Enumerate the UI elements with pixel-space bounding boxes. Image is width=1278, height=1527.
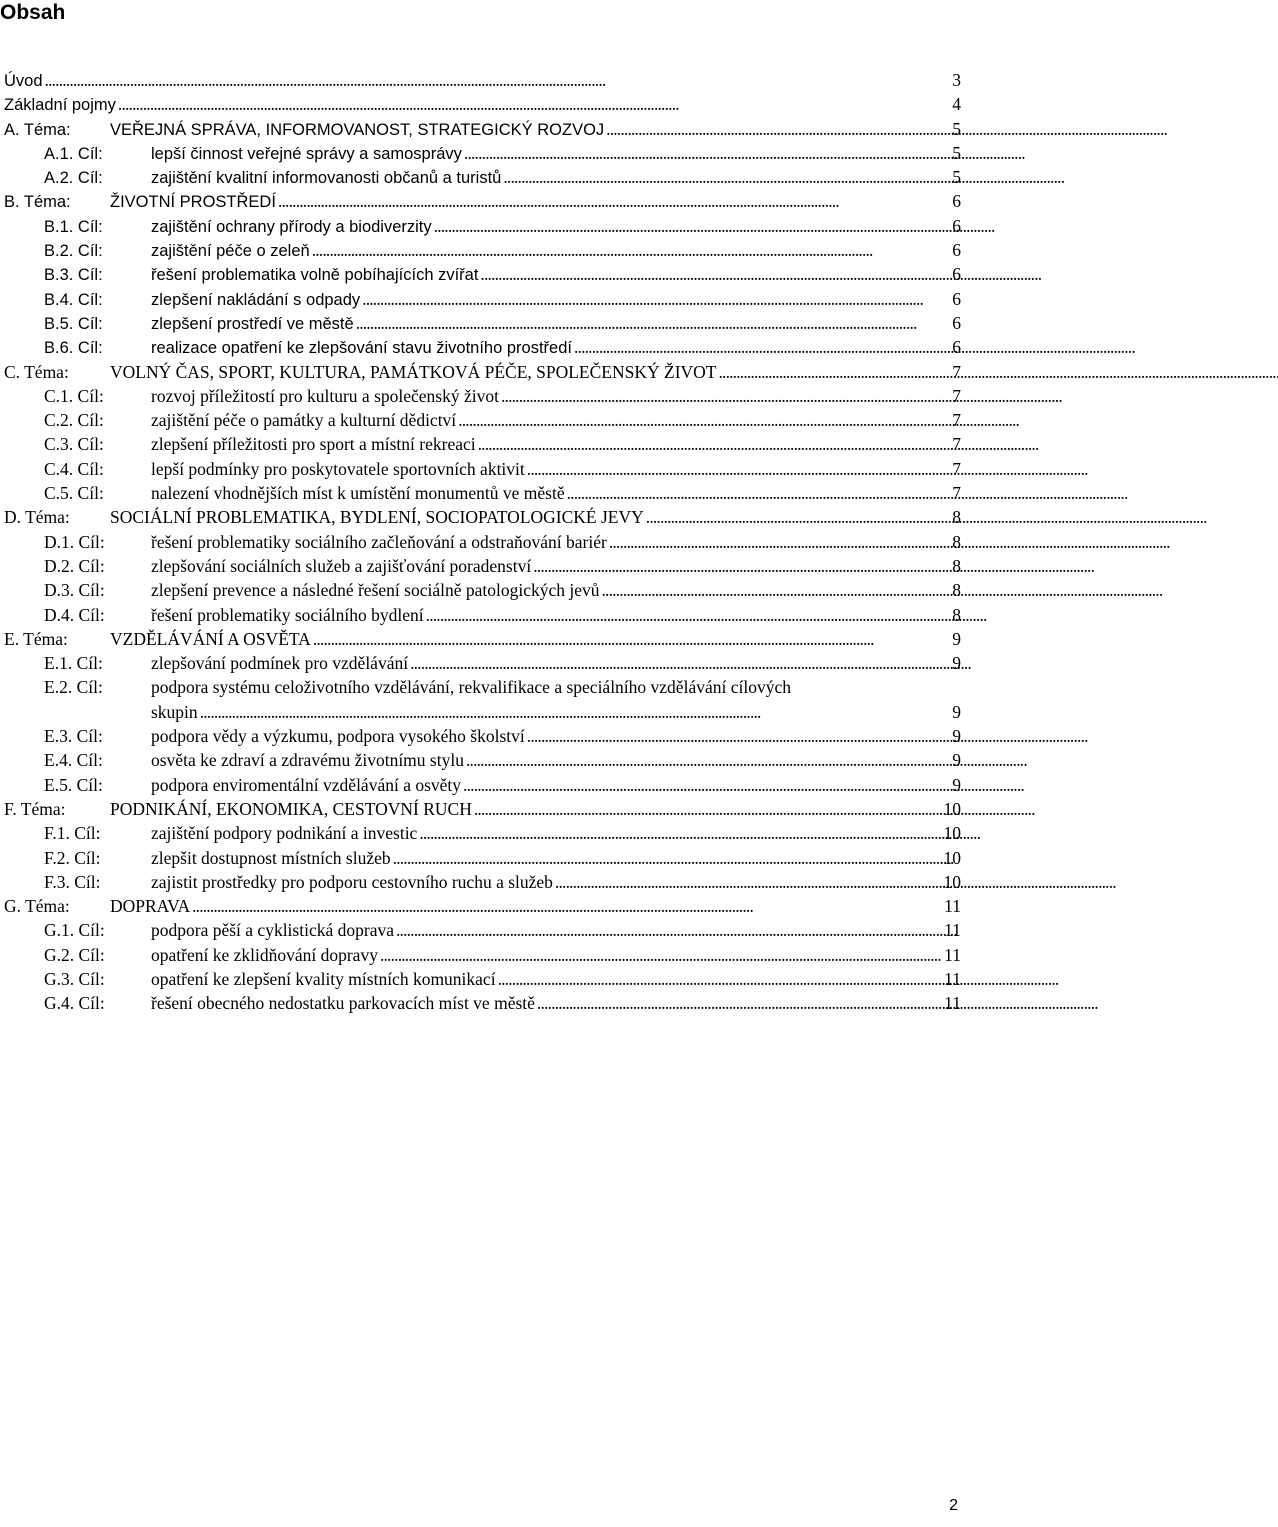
toc-entry-title: lepší podmínky pro poskytovatele sportovních aktivit <box>151 458 525 479</box>
dot-leader <box>474 797 942 821</box>
toc-entry-page: 9 <box>952 653 961 674</box>
toc-entry-title: opatření ke zlepšení kvality místních komunikací <box>151 968 496 989</box>
toc-entry-title: ŽIVOTNÍ PROSTŘEDÍ <box>110 193 276 212</box>
toc-entry-title: zajištění kvalitní informovanosti občanů a turistů <box>151 169 502 188</box>
toc-entry-page: 11 <box>944 944 961 965</box>
dot-leader <box>410 651 950 675</box>
toc-entry-title: řešení problematika volně pobíhajících zvířat <box>151 266 479 285</box>
dot-leader <box>278 189 950 213</box>
toc-entry-page: 8 <box>952 531 961 552</box>
toc-entry-label: E.3. Cíl: <box>44 726 103 747</box>
toc-entry-title: zlepšování podmínek pro vzdělávání <box>151 653 409 674</box>
toc-entry-label: B.5. Cíl: <box>44 314 103 333</box>
toc-entry-page: 7 <box>952 410 961 431</box>
toc-entry-label: E.2. Cíl: <box>44 677 103 698</box>
toc-entry[interactable] <box>4 675 961 724</box>
toc-entry-label: C. Téma: <box>4 361 69 382</box>
toc-entry-page: 8 <box>952 580 961 601</box>
toc-entry-title: zlepšení příležitosti pro sport a místní rekreaci <box>151 434 476 455</box>
toc-entry-title: zajištění podpory podnikání a investic <box>151 823 418 844</box>
dot-leader <box>527 724 950 748</box>
toc-entry-title: VEŘEJNÁ SPRÁVA, INFORMOVANOST, STRATEGICKÝ ROZVOJ <box>110 120 605 139</box>
toc-entry-page: 9 <box>952 628 961 649</box>
toc-entry[interactable] <box>4 797 961 821</box>
toc-entry-page: 6 <box>952 312 961 333</box>
toc-entry-page: 9 <box>952 774 961 795</box>
toc-entry-title: podpora pěší a cyklistická doprava <box>151 920 394 941</box>
dot-leader <box>426 603 951 627</box>
dot-leader <box>458 408 950 432</box>
table-of-contents <box>4 68 961 1016</box>
dot-leader <box>466 748 950 772</box>
toc-entry-title: řešení problematiky sociálního začleňování a odstraňování bariér <box>151 531 607 552</box>
toc-entry[interactable] <box>4 554 961 578</box>
toc-entry-page: 9 <box>952 701 961 722</box>
toc-entry[interactable] <box>4 505 961 529</box>
toc-entry[interactable] <box>4 384 961 408</box>
dot-leader <box>537 991 942 1015</box>
page-number: 2 <box>949 1497 958 1514</box>
dot-leader <box>480 262 950 286</box>
toc-entry-page: 10 <box>943 823 961 844</box>
toc-entry-label: G.2. Cíl: <box>44 944 105 965</box>
toc-entry[interactable] <box>4 627 961 651</box>
toc-entry-label: A.1. Cíl: <box>44 144 103 163</box>
toc-entry-title: podpora vědy a výzkumu, podpora vysokého školství <box>151 726 525 747</box>
toc-entry-page: 5 <box>952 118 961 139</box>
dot-leader <box>501 384 950 408</box>
toc-entry[interactable] <box>4 408 961 432</box>
toc-entry-label: E.4. Cíl: <box>44 750 103 771</box>
toc-entry[interactable] <box>4 894 961 918</box>
toc-entry-title: PODNIKÁNÍ, EKONOMIKA, CESTOVNÍ RUCH <box>110 798 472 819</box>
dot-leader <box>200 700 951 724</box>
dot-leader <box>478 432 951 456</box>
toc-entry[interactable] <box>4 967 961 991</box>
toc-entry-label: B.2. Cíl: <box>44 242 103 261</box>
toc-entry-label: B.4. Cíl: <box>44 290 103 309</box>
toc-entry-title: SOCIÁLNÍ PROBLEMATIKA, BYDLENÍ, SOCIOPATOLOGICKÉ JEVY <box>110 507 644 528</box>
toc-entry-page: 9 <box>952 726 961 747</box>
dot-leader <box>503 165 950 189</box>
dot-leader <box>606 117 950 141</box>
toc-entry-page: 6 <box>952 240 961 261</box>
toc-entry-label: F.2. Cíl: <box>44 847 101 868</box>
dot-leader <box>380 943 942 967</box>
toc-entry[interactable] <box>4 481 961 505</box>
toc-entry-page: 11 <box>944 968 961 989</box>
dot-leader <box>567 481 951 505</box>
dot-leader <box>527 457 950 481</box>
dot-leader <box>718 360 950 384</box>
dot-leader <box>463 773 950 797</box>
toc-entry-title: řešení obecného nedostatku parkovacích míst ve městě <box>151 993 535 1014</box>
toc-entry-title: rozvoj příležitostí pro kulturu a společenský život <box>151 385 499 406</box>
toc-entry-label: G.4. Cíl: <box>44 993 105 1014</box>
dot-leader <box>602 578 951 602</box>
toc-entry-title: zlepšit dostupnost místních služeb <box>151 847 391 868</box>
toc-entry-label: C.2. Cíl: <box>44 410 104 431</box>
toc-entry[interactable] <box>4 748 961 772</box>
toc-entry-title: nalezení vhodnějších míst k umístění monumentů ve městě <box>151 483 565 504</box>
toc-entry[interactable] <box>4 189 961 213</box>
toc-entry-label: C.3. Cíl: <box>44 434 104 455</box>
page-title: Obsah <box>0 1 66 24</box>
toc-entry-label: G. Téma: <box>4 896 70 917</box>
toc-entry[interactable] <box>4 651 961 675</box>
toc-entry-title: DOPRAVA <box>110 896 191 917</box>
toc-entry-title: realizace opatření ke zlepšování stavu životního prostředí <box>151 339 572 358</box>
toc-entry-label: F.1. Cíl: <box>44 823 101 844</box>
toc-entry-page: 5 <box>952 142 961 163</box>
toc-entry-label: A.2. Cíl: <box>44 169 103 188</box>
toc-entry[interactable] <box>4 870 961 894</box>
dot-leader <box>555 870 942 894</box>
toc-entry[interactable] <box>4 311 961 335</box>
dot-leader <box>434 214 951 238</box>
toc-entry-page: 11 <box>944 920 961 941</box>
toc-entry[interactable] <box>4 165 961 189</box>
toc-entry[interactable] <box>4 262 961 286</box>
dot-leader <box>313 627 950 651</box>
toc-entry-label: G.3. Cíl: <box>44 968 105 989</box>
toc-entry-page: 11 <box>944 896 961 917</box>
toc-entry-title: zlepšení nakládání s odpady <box>151 290 361 309</box>
dot-leader <box>45 68 951 92</box>
toc-entry-title: VZDĚLÁVÁNÍ A OSVĚTA <box>110 628 311 649</box>
toc-entry[interactable] <box>4 68 961 92</box>
toc-entry-label: D.1. Cíl: <box>44 531 105 552</box>
dot-leader <box>464 141 950 165</box>
toc-entry-label: B. Téma: <box>4 193 71 212</box>
toc-entry[interactable] <box>4 603 961 627</box>
toc-entry-label: E.1. Cíl: <box>44 653 103 674</box>
toc-entry-page: 6 <box>952 337 961 358</box>
toc-entry[interactable] <box>4 117 961 141</box>
toc-entry-page: 7 <box>952 361 961 382</box>
toc-entry[interactable] <box>4 578 961 602</box>
toc-entry-title: zajištění péče o zeleň <box>151 242 310 261</box>
toc-entry-label: E. Téma: <box>4 628 68 649</box>
toc-entry-title: zlepšení prevence a následné řešení sociálně patologických jevů <box>151 580 600 601</box>
toc-entry-page: 6 <box>952 191 961 212</box>
toc-entry-label: D. Téma: <box>4 507 70 528</box>
toc-entry[interactable] <box>4 335 961 359</box>
toc-entry-label: B.1. Cíl: <box>44 217 103 236</box>
toc-entry-page: 3 <box>952 70 961 90</box>
toc-entry-title: VOLNÝ ČAS, SPORT, KULTURA, PAMÁTKOVÁ PÉČE, SPOLEČENSKÝ ŽIVOT <box>110 361 717 382</box>
toc-entry-title: podpora systému celoživotního vzdělávání, rekvalifikace a speciálního vzdělávání cílových <box>151 677 791 698</box>
toc-entry-title: zajistit prostředky pro podporu cestovního ruchu a služeb <box>151 871 553 892</box>
toc-entry-page: 7 <box>952 434 961 455</box>
toc-entry[interactable] <box>4 432 961 456</box>
toc-entry[interactable] <box>4 530 961 554</box>
toc-entry[interactable] <box>4 457 961 481</box>
toc-entry[interactable] <box>4 846 961 870</box>
toc-entry-title: Úvod <box>4 72 43 90</box>
toc-entry[interactable] <box>4 214 961 238</box>
toc-entry-label: B.6. Cíl: <box>44 339 103 358</box>
toc-entry-page: 10 <box>943 871 961 892</box>
toc-entry[interactable] <box>4 287 961 311</box>
toc-entry-title: Základní pojmy <box>4 96 116 115</box>
toc-entry[interactable] <box>4 773 961 797</box>
toc-entry-page: 7 <box>952 385 961 406</box>
toc-entry-page: 8 <box>952 507 961 528</box>
toc-entry-label: G.1. Cíl: <box>44 920 105 941</box>
toc-entry-label: C.5. Cíl: <box>44 483 104 504</box>
toc-entry-page: 11 <box>944 993 961 1014</box>
toc-entry[interactable] <box>4 724 961 748</box>
toc-entry-label: B.3. Cíl: <box>44 266 103 285</box>
toc-entry[interactable] <box>4 92 961 116</box>
toc-entry-label: D.3. Cíl: <box>44 580 105 601</box>
toc-entry[interactable] <box>4 360 961 384</box>
toc-entry[interactable] <box>4 918 961 942</box>
toc-entry-title: zajištění péče o památky a kulturní dědictví <box>151 410 457 431</box>
toc-entry-page: 10 <box>943 847 961 868</box>
toc-entry-page: 4 <box>952 94 961 115</box>
dot-leader <box>192 894 942 918</box>
toc-entry-page: 6 <box>952 215 961 236</box>
toc-entry-page: 6 <box>952 264 961 285</box>
toc-entry-page: 10 <box>943 798 961 819</box>
toc-entry-page: 9 <box>952 750 961 771</box>
toc-entry-title: opatření ke zklidňování dopravy <box>151 944 378 965</box>
toc-entry-label: F.3. Cíl: <box>44 871 101 892</box>
dot-leader <box>118 92 950 116</box>
dot-leader <box>646 505 950 529</box>
toc-entry-title: zajištění ochrany přírody a biodiverzity <box>151 217 432 236</box>
dot-leader <box>393 846 942 870</box>
dot-leader <box>362 287 950 311</box>
toc-entry-title: řešení problematiky sociálního bydlení <box>151 604 424 625</box>
toc-entry[interactable] <box>4 821 961 845</box>
toc-entry-title: zlepšení prostředí ve městě <box>151 314 354 333</box>
toc-entry[interactable] <box>4 141 961 165</box>
dot-leader <box>356 311 951 335</box>
toc-entry-page: 7 <box>952 458 961 479</box>
toc-entry-label: D.4. Cíl: <box>44 604 105 625</box>
toc-entry-label: C.4. Cíl: <box>44 458 104 479</box>
dot-leader <box>312 238 951 262</box>
toc-entry-label: A. Téma: <box>4 120 71 139</box>
toc-entry-title: podpora enviromentální vzdělávání a osvěty <box>151 774 462 795</box>
toc-entry-label: F. Téma: <box>4 798 66 819</box>
dot-leader <box>533 554 950 578</box>
toc-entry-title: zlepšování sociálních služeb a zajišťování poradenství <box>151 555 532 576</box>
toc-entry-label: C.1. Cíl: <box>44 385 104 406</box>
toc-entry-title-continued: skupin <box>151 701 198 722</box>
dot-leader <box>498 967 943 991</box>
toc-entry-page: 5 <box>952 167 961 188</box>
dot-leader <box>419 821 941 845</box>
dot-leader <box>609 530 950 554</box>
dot-leader <box>396 918 942 942</box>
toc-entry-page: 7 <box>952 483 961 504</box>
toc-entry-label: E.5. Cíl: <box>44 774 103 795</box>
toc-entry-page: 6 <box>952 288 961 309</box>
toc-entry[interactable] <box>4 943 961 967</box>
toc-entry[interactable] <box>4 238 961 262</box>
toc-entry-page: 8 <box>952 604 961 625</box>
toc-entry[interactable] <box>4 991 961 1015</box>
dot-leader <box>574 335 950 359</box>
toc-entry-title: lepší činnost veřejné správy a samosprávy <box>151 144 462 163</box>
toc-entry-title: osvěta ke zdraví a zdravému životnímu stylu <box>151 750 464 771</box>
toc-entry-page: 8 <box>952 555 961 576</box>
toc-entry-label: D.2. Cíl: <box>44 555 105 576</box>
